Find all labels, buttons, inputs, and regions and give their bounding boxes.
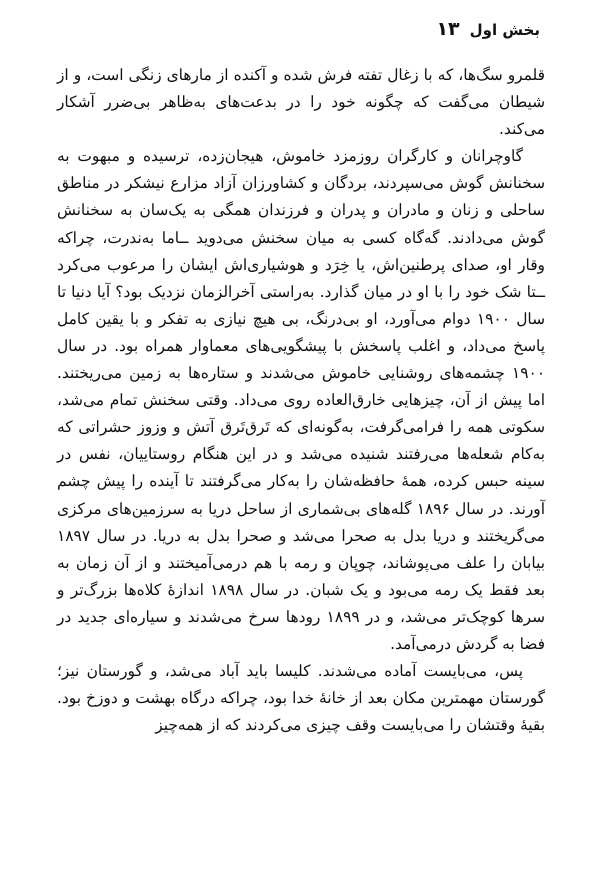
page-number: ۱۳ [436, 18, 460, 40]
running-header [60, 18, 540, 40]
paragraph: قلمرو سگ‌ها، که با زغال تفته فرش شده و آکنده از مارهای زنگی است، و از شیطان می‌گفت که چگونه خود را در بدعت‌های به‌ظاهر بی‌ضرر آشکار می‌کند. [57, 66, 545, 139]
paragraph: پس، می‌بایست آماده می‌شدند. کلیسا باید آباد می‌شد، و گورستان نیز؛ گورستان مهمترین مکان بعد از خانهٔ خدا بود، چراکه درگاه بهشت و دوزخ بود. بقیهٔ وقتشان را می‌بایست وقف چیزی می‌کردند که از همه‌چیز [57, 662, 545, 735]
body-text [57, 62, 545, 739]
paragraph: گاوچرانان و کارگران روزمزد خاموش، هیجان‌زده، ترسیده و مبهوت به سخنانش گوش می‌سپردند، بردگان و کشاورزان آزاد مزارع نیشکر در مناطق ساحلی و زنان و مادران و پدران و فرزندان همگی به یک‌سان به سخنانش گوش می‌دادند. گه‌گاه کسی به میان سخنش می‌دوید ــاما به‌ندرت، چراکه وقار او، صدای پرطنین‌اش، یا خِرَد و هوشیاری‌اش ایشان را مرعوب می‌کرد ــتا شک خود را با او در میان گذارد. به‌راستی آخرالزمان نزدیک بود؟ آیا دنیا تا سال ۱۹۰۰ دوام می‌آورد، او بی‌درنگ، بی هیچ نیازی به تفکر و با یقین کامل پاسخ می‌داد، و اغلب پاسخش با پیشگویی‌های معماوار همراه بود. در سال ۱۹۰۰ چشمه‌های روشنایی خاموش می‌شدند و ستاره‌ها به زمین می‌ریختند. اما پیش از آن، چیزهایی خارق‌العاده روی می‌داد. وقتی سخنش تمام می‌شد، سکوتی همه را فرامی‌گرفت، به‌گونه‌ای که تَرق‌تَرق آتش و وزوز حشراتی که به‌کام شعله‌ها می‌رفتند شنیده می‌شد و در این هنگام روستاییان، نفس در سینه حبس کرده، همهٔ حافظه‌شان را به‌کار می‌گرفتند تا آینده را پیش چشم آورند. در سال ۱۸۹۶ گله‌های بی‌شماری از ساحل دریا به سرزمین‌های مرکزی می‌گریختند و دریا بدل به صحرا می‌شد و صحرا بدل به دریا. در سال ۱۸۹۷ بیابان را علف می‌پوشاند، چوپان و رمه با هم درمی‌آمیختند و از آن زمان به بعد فقط یک رمه می‌بود و یک شبان. در سال ۱۸۹۸ اندازهٔ کلاه‌ها بزرگ‌تر و سرها کوچک‌تر می‌شد، و در ۱۸۹۹ رودها سرخ می‌شدند و سیاره‌ای جدید در فضا به گردش درمی‌آمد. [57, 147, 546, 653]
section-title: بخش اول [469, 21, 540, 39]
